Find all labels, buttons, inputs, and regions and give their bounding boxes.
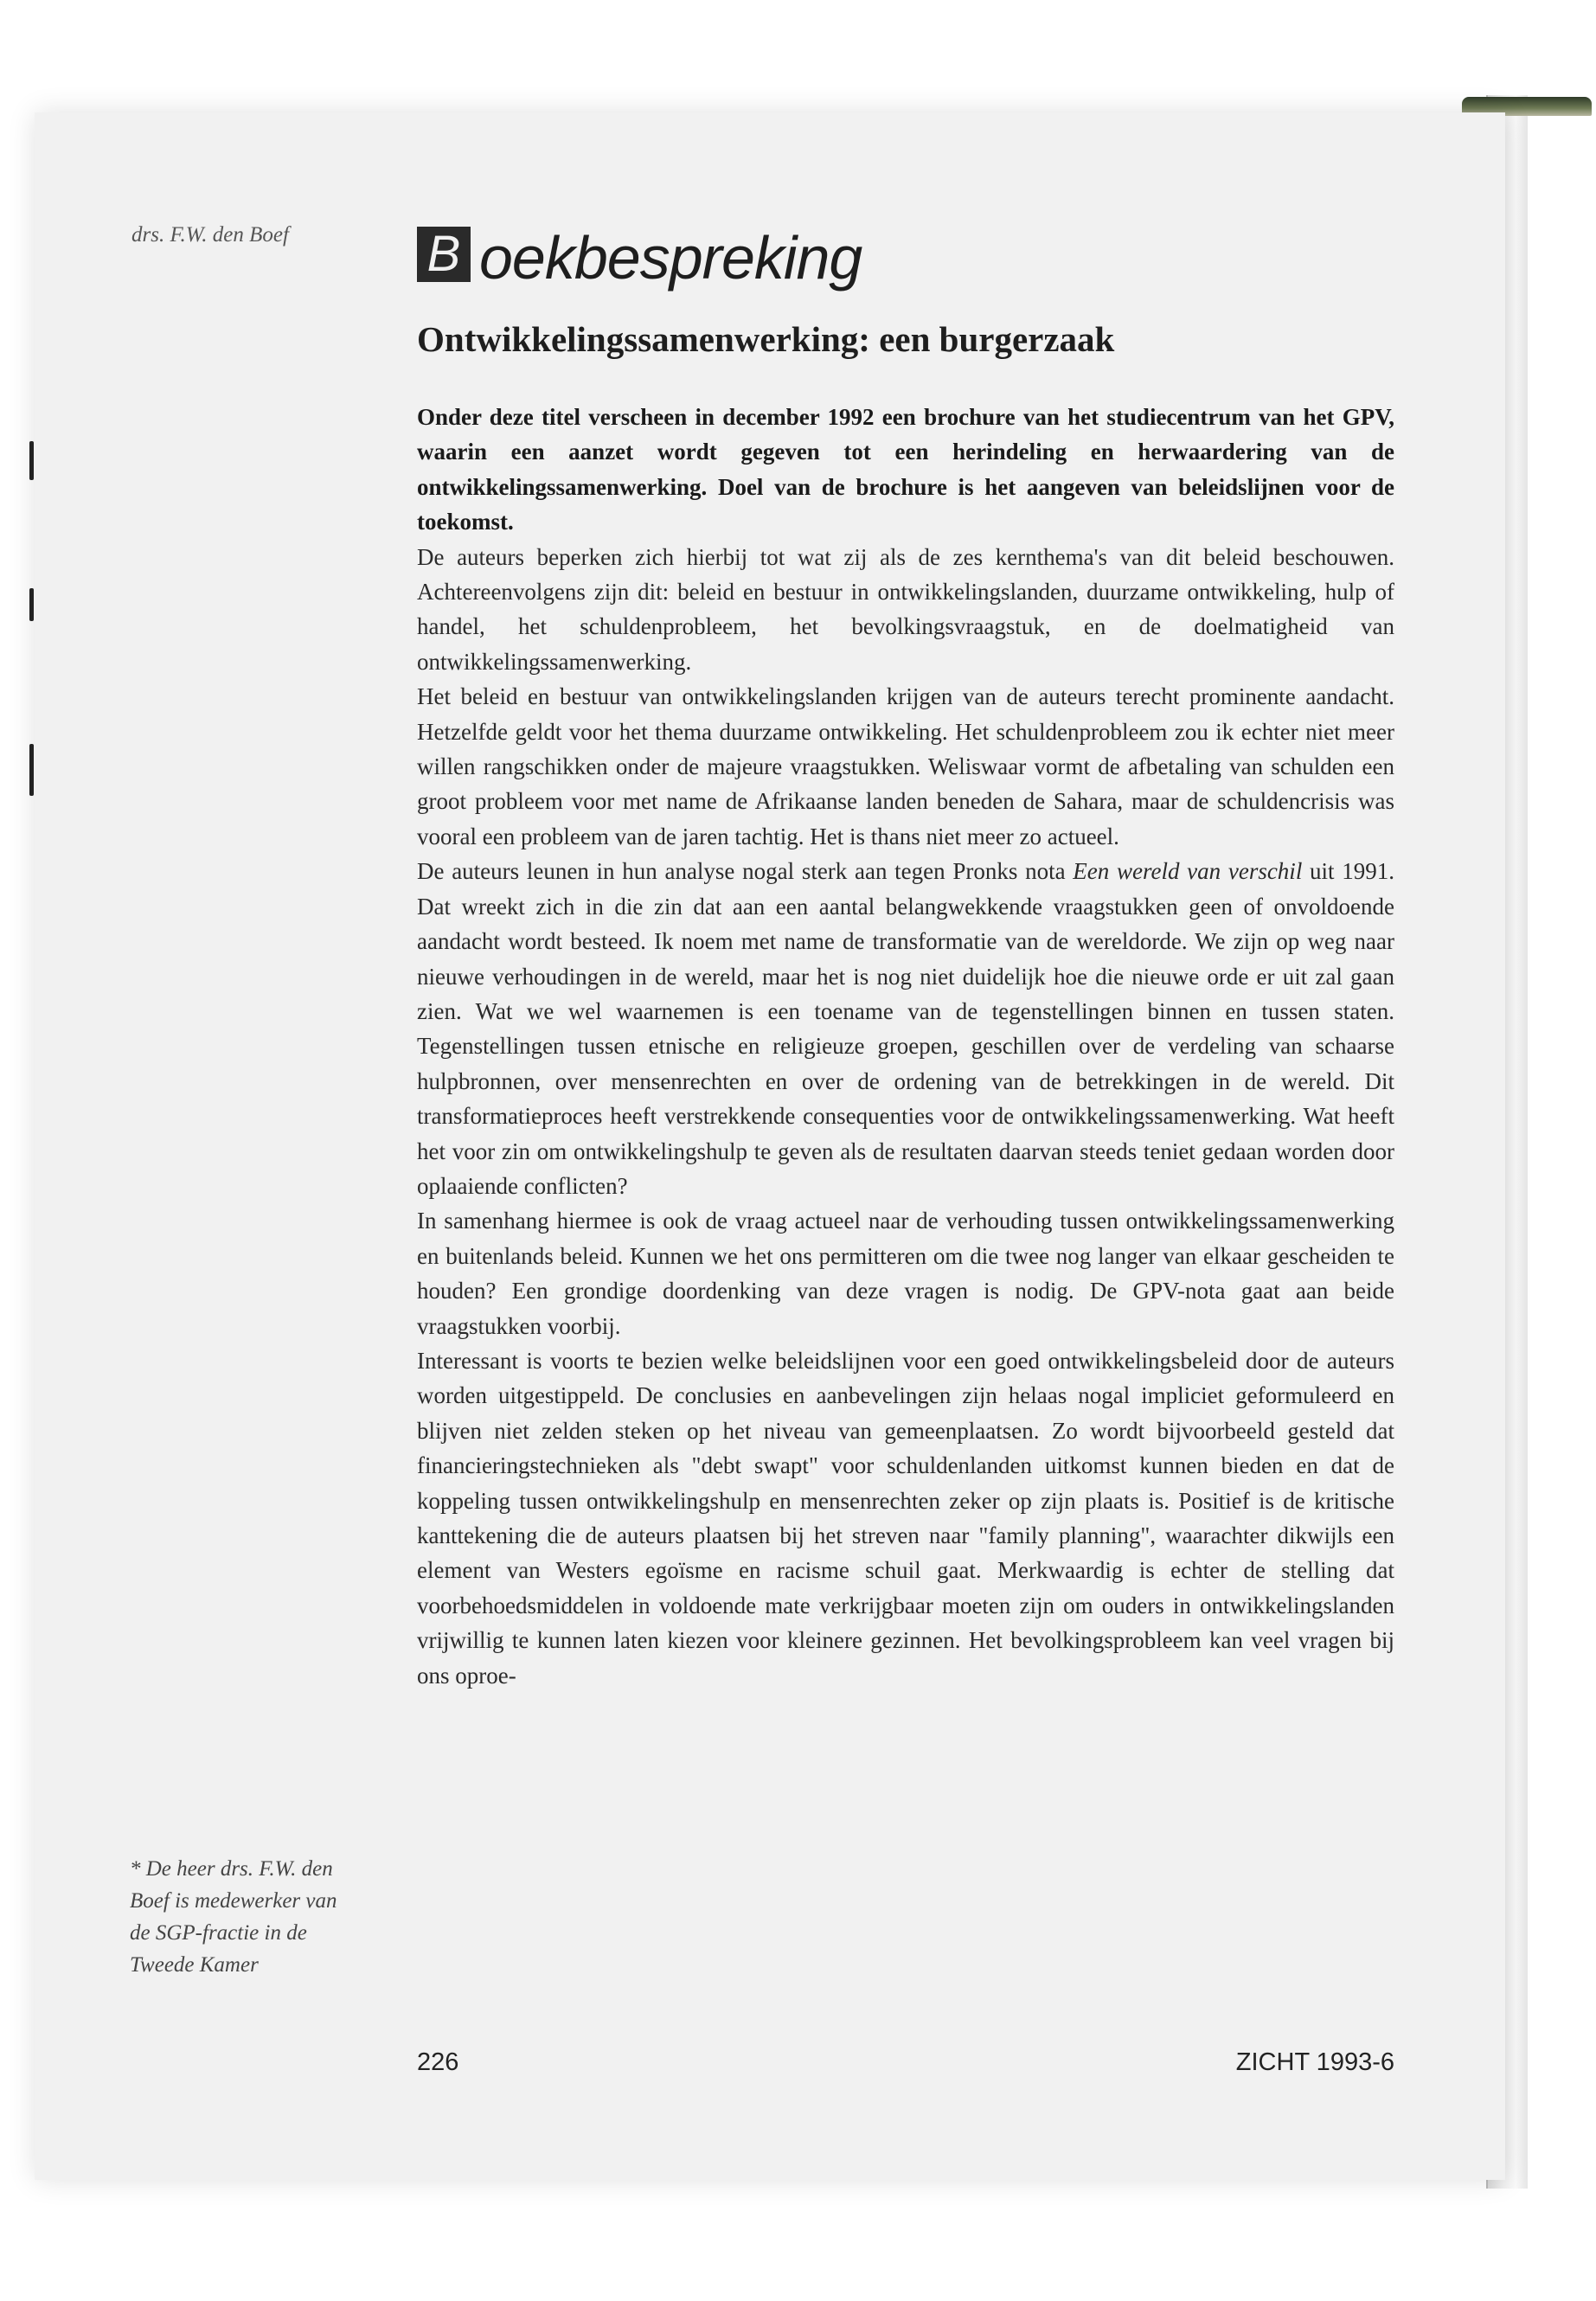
heading-text: oekbespreking xyxy=(479,224,862,292)
binding-mark xyxy=(29,744,34,796)
binding-mark xyxy=(29,588,34,621)
paragraph-text: uit 1991. Dat wreekt zich in die zin dat aan een aantal belangwekkende vraagstukken geen of onvoldoende aandacht wordt besteed. Ik noem met name de transformatie van de wereldorde. We zijn op weg naar nieuwe verhoudingen in de wereld, maar het is nog niet duidelijk hoe die nieuwe orde er uit zal gaan zien. Wat we wel waarnemen is een toename van de tegenstellingen binnen en tussen staten. Tegenstellingen tussen etnische en religieuze groepen, geschillen over de verdeling van schaarse hulpbronnen, over mensenrechten en over de ordening van de betrekkingen in de wereld. Dit transformatieproces heeft verstrekkende consequenties voor de ontwikkelingssamenwerking. Wat heeft het voor zin om ontwikkelingshulp te geven als de resultaten daarvan steeds teniet gedaan worden door oplaaiende conflicten? xyxy=(417,858,1394,1199)
author-name: drs. F.W. den Boef xyxy=(131,223,289,247)
journal-issue: ZICHT 1993-6 xyxy=(1235,2048,1394,2076)
body-paragraph xyxy=(417,854,1394,1203)
body-paragraph: Interessant is voorts te bezien welke beleidslijnen voor een goed ontwikkelingsbeleid door de auteurs worden uitgestippeld. De conclusies en aanbevelingen zijn helaas nogal impliciet geformuleerd en blijven niet zelden steken op het niveau van gemeenplaatsen. Zo wordt bijvoorbeeld gesteld dat financieringstechnieken als "debt swapt" voor schuldenlanden uitkomst kunnen bieden en dat de koppeling tussen ontwikkelingshulp en mensenrechten zeker op zijn plaats is. Positief is de kritische kanttekening die de auteurs plaatsen bij het streven naar "family planning", waarachter dikwijls een element van Westers egoïsme en racisme schuil gaat. Merkwaardig is echter de stelling dat voorbehoedsmiddelen in voldoende mate verkrijgbaar moeten zijn om ouders in ontwikkelingslanden vrijwillig te kunnen laten kiezen voor kleinere gezinnen. Het bevolkingsprobleem kan veel vragen bij ons oproe- xyxy=(417,1347,1394,1689)
article-body xyxy=(417,400,1394,1693)
cited-title: Een wereld van verschil xyxy=(1073,858,1303,885)
lead-paragraph: Onder deze titel verscheen in december 1992 een brochure van het studiecentrum van het GPV, waarin een aanzet wordt gegeven tot een herindeling en herwaardering van de ontwikkelingssamenwerking. Doel van de brochure is het aangeven van beleidslijnen voor de toekomst. xyxy=(417,404,1394,535)
body-paragraph: In samenhang hiermee is ook de vraag actueel naar de verhouding tussen ontwikkelingssamenwerking en buitenlands beleid. Kunnen we het ons permitteren om die twee nog langer van elkaar gescheiden te houden? Een grondige doordenking van deze vragen is nodig. De GPV-nota gaat aan beide vraagstukken voorbij. xyxy=(417,1208,1394,1339)
heading-initial: B xyxy=(417,227,471,282)
article-title: Ontwikkelingssamenwerking: een burgerzaak xyxy=(417,319,1115,359)
body-paragraph: De auteurs beperken zich hierbij tot wat zij als de zes kernthema's van dit beleid beschouwen. Achtereenvolgens zijn dit: beleid en bestuur in ontwikkelingslanden, duurzame ontwikkeling, hulp of handel, het schuldenprobleem, het bevolkingsvraagstuk, en de doelmatigheid van ontwikkelingssamenwerking. xyxy=(417,543,1394,675)
body-paragraph: Het beleid en bestuur van ontwikkelingslanden krijgen van de auteurs terecht prominente aandacht. Hetzelfde geldt voor het thema duurzame ontwikkeling. Het schuldenprobleem zou ik echter niet meer willen rangschikken onder de majeure vraagstukken. Weliswaar vormt de afbetaling van schulden een groot probleem voor met name de Afrikaanse landen beneden de Sahara, maar de schuldencrisis was vooral een probleem van de jaren tachtig. Het is thans niet meer zo actueel. xyxy=(417,683,1394,849)
page-number: 226 xyxy=(417,2048,459,2076)
page-footer xyxy=(417,2048,1394,2083)
binding-mark xyxy=(29,441,34,480)
paragraph-text: De auteurs leunen in hun analyse nogal sterk aan tegen Pronks nota xyxy=(417,858,1074,885)
author-footnote: * De heer drs. F.W. den Boef is medewerker van de SGP-fractie in de Tweede Kamer xyxy=(130,1857,337,1977)
